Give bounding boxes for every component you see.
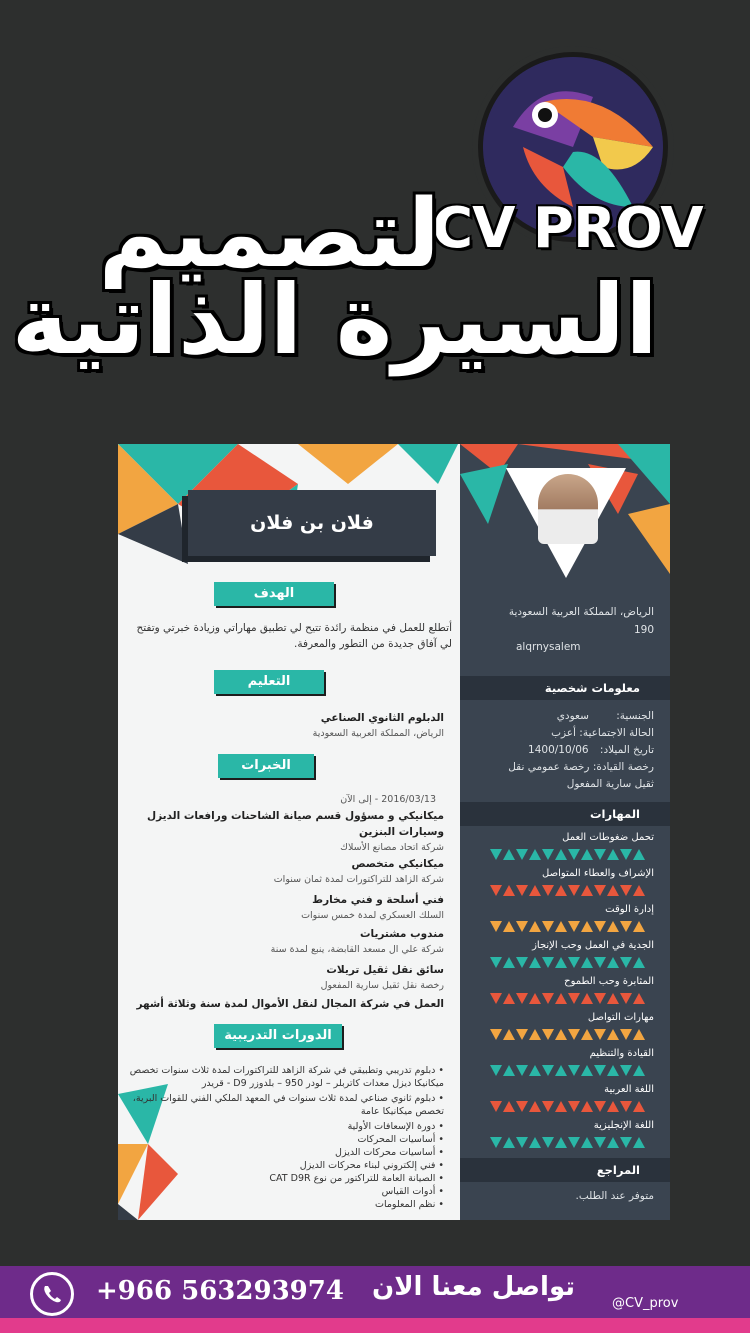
skill-triangle (555, 1101, 567, 1112)
skill-triangle (620, 993, 632, 1004)
whatsapp-icon[interactable] (30, 1272, 74, 1316)
experience-sub-2: شركة الزاهد للتراكتورات لمدة ثمان سنوات (273, 874, 444, 885)
skill-label: الجدية في العمل وحب الإنجاز (532, 940, 654, 951)
skill-triangle (607, 1101, 619, 1112)
skill-triangle (594, 885, 606, 896)
skill-triangle (581, 993, 593, 1004)
skill-triangle (490, 1029, 502, 1040)
skill-rating (490, 993, 645, 1005)
skill-triangle (503, 921, 515, 932)
experience-title-2: ميكانيكي متخصص (351, 858, 444, 870)
skill-triangle (633, 885, 645, 896)
skill-triangle (620, 921, 632, 932)
skill-triangle (542, 1137, 554, 1148)
skill-triangle (490, 849, 502, 860)
course-item-1: • دبلوم تدريبي وتطبيقي في شركة الزاهد للتراكتورات لمدة ثلاث سنوات تخصص ميكانيكا ديزل معدات كاتربلر – لودر 950 – بلدوزر D9 - قريدر (129, 1065, 444, 1089)
skill-triangle (529, 921, 541, 932)
skill-rating (490, 1137, 645, 1149)
skill-triangle (542, 1101, 554, 1112)
skill-triangle (620, 1137, 632, 1148)
skill-rating (490, 1101, 645, 1113)
skill-triangle (503, 1101, 515, 1112)
skill-triangle (594, 921, 606, 932)
skill-triangle (503, 885, 515, 896)
skill-triangle (568, 921, 580, 932)
experience-sub-1: شركة اتحاد مصانع الأسلاك (340, 842, 444, 853)
course-item-6: • فني إلكتروني لبناء محركات الديزل (299, 1160, 444, 1171)
skill-triangle (594, 1101, 606, 1112)
skill-triangle (490, 921, 502, 932)
skill-triangle (555, 957, 567, 968)
skill-triangle (490, 885, 502, 896)
skill-triangle (529, 993, 541, 1004)
skill-triangle (529, 849, 541, 860)
skill-triangle (581, 1029, 593, 1040)
skill-triangle (607, 921, 619, 932)
skill-triangle (490, 1101, 502, 1112)
experience-title-4: مندوب مشتريات (359, 928, 444, 940)
phone-number[interactable]: +966 563293974 (96, 1276, 344, 1306)
skill-triangle (516, 1065, 528, 1076)
skill-triangle (607, 885, 619, 896)
skill-triangle (620, 885, 632, 896)
course-item-3: • دورة الإسعافات الأولية (347, 1121, 444, 1132)
skill-triangle (555, 1029, 567, 1040)
course-item-2: • دبلوم ثانوي صناعي لمدة ثلاث سنوات في المعهد الملكي الفني للقوات البرية، تخصص ميكانيكا عامة (132, 1093, 444, 1117)
skill-triangle (555, 849, 567, 860)
section-objective-label: الهدف (214, 582, 334, 606)
skill-triangle (542, 957, 554, 968)
skill-triangle (516, 1101, 528, 1112)
course-item-9: • نظم المعلومات (375, 1199, 444, 1210)
education-place: الرياض، المملكة العربية السعودية (312, 728, 444, 739)
profile-photo (538, 474, 598, 544)
skill-triangle (568, 1137, 580, 1148)
skill-triangle (633, 849, 645, 860)
skill-triangle (607, 1065, 619, 1076)
skill-triangle (529, 1029, 541, 1040)
skill-triangle (620, 1065, 632, 1076)
skill-triangle (581, 957, 593, 968)
skill-triangle (516, 849, 528, 860)
course-item-8: • أدوات القياس (381, 1186, 444, 1197)
skill-rating (490, 921, 645, 933)
references-text: متوفر عند الطلب. (575, 1190, 654, 1202)
skill-triangle (555, 921, 567, 932)
skill-triangle (503, 957, 515, 968)
skill-triangle (490, 993, 502, 1004)
experience-sub-5: رخصة نقل ثقيل سارية المفعول (320, 980, 444, 991)
skill-label: المثابرة وحب الطموح (564, 976, 654, 987)
skill-triangle (620, 1101, 632, 1112)
skill-triangle (633, 993, 645, 1004)
skill-triangle (633, 1101, 645, 1112)
skill-rating (490, 1065, 645, 1077)
skill-triangle (594, 993, 606, 1004)
experience-date: 2016/03/13 - إلى الآن (340, 794, 436, 805)
skill-triangle (529, 1065, 541, 1076)
skill-triangle (607, 957, 619, 968)
personal-row-4: رخصة القيادة: رخصة عمومي نقل (508, 761, 654, 773)
skill-triangle (633, 1137, 645, 1148)
skill-triangle (620, 1029, 632, 1040)
skill-triangle (607, 1029, 619, 1040)
skill-triangle (568, 885, 580, 896)
cv-sample (118, 444, 670, 1220)
skill-triangle (555, 1065, 567, 1076)
skill-triangle (516, 921, 528, 932)
skill-triangle (529, 957, 541, 968)
objective-text: أتطلع للعمل في منظمة رائدة تتيح لي تطبيق مهاراتي وزيادة خبرتي وتفتح لي آفاق جديدة من التطور والمعرفة. (136, 622, 452, 650)
skill-triangle (542, 1065, 554, 1076)
skills-heading: المهارات (460, 802, 670, 826)
skill-triangle (620, 957, 632, 968)
experience-title-6: العمل في شركة المجال لنقل الأموال لمدة سنة وثلاثة أشهر (136, 998, 444, 1010)
contact-address: الرياض، المملكة العربية السعودية (508, 606, 654, 618)
skill-triangle (503, 993, 515, 1004)
experience-sub-4: شركة علي ال مسعد القابضة، ينبع لمدة سنة (270, 944, 444, 955)
course-item-4: • أساسيات المحركات (357, 1134, 444, 1145)
experience-sub-3: السلك العسكري لمدة خمس سنوات (301, 910, 444, 921)
skill-rating (490, 957, 645, 969)
skill-triangle (633, 957, 645, 968)
skill-triangle (607, 1137, 619, 1148)
course-item-7: • الصيانة العامة للتراكتور من نوع CAT D9R (269, 1173, 444, 1184)
title-line-1: لتصميم (98, 180, 440, 289)
skill-triangle (490, 957, 502, 968)
skill-triangle (529, 1101, 541, 1112)
skill-triangle (516, 957, 528, 968)
skill-triangle (490, 1137, 502, 1148)
skill-label: الإشراف والعطاء المتواصل (542, 868, 654, 879)
skill-triangle (633, 921, 645, 932)
skill-triangle (568, 993, 580, 1004)
skill-triangle (594, 849, 606, 860)
skill-triangle (607, 993, 619, 1004)
skill-triangle (594, 1065, 606, 1076)
social-handle[interactable]: @CV_prov (612, 1296, 679, 1311)
skill-rating (490, 885, 645, 897)
skill-label: إدارة الوقت (605, 904, 654, 915)
personal-info-heading: معلومات شخصية (460, 676, 670, 700)
skill-triangle (542, 849, 554, 860)
skill-triangle (594, 957, 606, 968)
skill-triangle (607, 849, 619, 860)
contact-username: alqrnysalem (516, 641, 581, 653)
skill-label: تحمل ضغوطات العمل (562, 832, 654, 843)
skill-triangle (555, 993, 567, 1004)
skill-rating (490, 1029, 645, 1041)
contact-label: تواصل معنا الان (372, 1272, 576, 1302)
skill-triangle (568, 1065, 580, 1076)
personal-row-5: ثقيل سارية المفعول (566, 778, 654, 790)
skill-triangle (516, 993, 528, 1004)
skill-triangle (542, 993, 554, 1004)
skill-triangle (633, 1029, 645, 1040)
skill-triangle (516, 885, 528, 896)
skill-triangle (594, 1029, 606, 1040)
skill-rating (490, 849, 645, 861)
footer-stripe (0, 1318, 750, 1333)
skill-triangle (503, 1029, 515, 1040)
skill-label: مهارات التواصل (587, 1012, 654, 1023)
references-heading: المراجع (460, 1158, 670, 1182)
skill-triangle (581, 1065, 593, 1076)
skill-triangle (542, 921, 554, 932)
skill-triangle (581, 885, 593, 896)
skill-triangle (620, 849, 632, 860)
section-experience-label: الخبرات (218, 754, 314, 778)
skill-triangle (594, 1137, 606, 1148)
skill-triangle (542, 1029, 554, 1040)
personal-row-3: تاريخ الميلاد: 1400/10/06 (528, 744, 654, 756)
skill-triangle (568, 1101, 580, 1112)
cv-name: فلان بن فلان (250, 512, 374, 534)
title-line-2: السيرة الذاتية (11, 264, 658, 376)
personal-row-1: الجنسية: سعودي (556, 710, 654, 722)
education-title: الدبلوم الثانوي الصناعي (320, 712, 444, 724)
skill-triangle (568, 849, 580, 860)
skill-label: القيادة والتنظيم (589, 1048, 654, 1059)
skill-triangle (555, 885, 567, 896)
skill-label: اللغة الإنجليزية (593, 1120, 654, 1131)
skill-triangle (581, 1101, 593, 1112)
skill-triangle (581, 921, 593, 932)
skill-triangle (581, 849, 593, 860)
section-courses-label: الدورات التدريبية (214, 1024, 342, 1048)
course-item-5: • أساسيات محركات الديزل (335, 1147, 444, 1158)
skill-triangle (581, 1137, 593, 1148)
skill-label: اللغة العربية (604, 1084, 654, 1095)
skill-triangle (568, 1029, 580, 1040)
skill-triangle (516, 1137, 528, 1148)
personal-row-2: الحالة الاجتماعية: أعزب (551, 727, 654, 739)
contact-po: 190 (633, 624, 654, 636)
skill-triangle (503, 1065, 515, 1076)
section-education-label: التعليم (214, 670, 324, 694)
skill-triangle (555, 1137, 567, 1148)
skill-triangle (503, 1137, 515, 1148)
skill-triangle (542, 885, 554, 896)
experience-title-5: سائق نقل ثقيل تريلات (326, 964, 444, 976)
skill-triangle (503, 849, 515, 860)
skill-triangle (633, 1065, 645, 1076)
skill-triangle (568, 957, 580, 968)
brand-name: CV PROV (432, 196, 703, 261)
experience-title-3: فني أسلحة و فني مخارط (312, 894, 444, 906)
experience-title-1: ميكانيكي و مسؤول قسم صيانة الشاحنات ورافعات الديزل وسيارات البنزين (147, 810, 444, 838)
skill-triangle (529, 885, 541, 896)
skill-triangle (490, 1065, 502, 1076)
skill-triangle (529, 1137, 541, 1148)
skill-triangle (516, 1029, 528, 1040)
